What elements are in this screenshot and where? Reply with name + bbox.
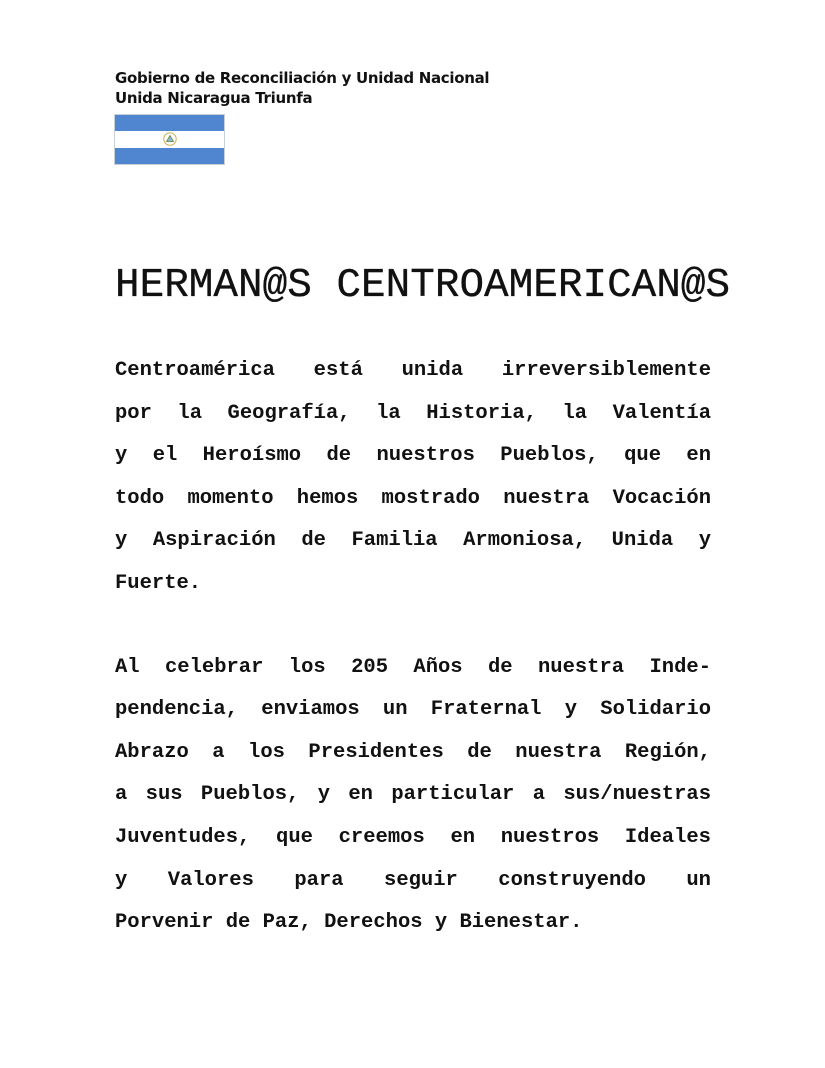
paragraph-line: y Valores para seguir construyendo un: [115, 868, 711, 892]
paragraph-line: Fuerte.: [115, 571, 202, 595]
paragraph-independence: [115, 647, 711, 945]
flag-middle-band: [115, 131, 224, 147]
flag-top-band: [115, 115, 224, 131]
paragraph-line: a sus Pueblos, y en particular a sus/nuestras: [115, 783, 711, 807]
paragraph-line: Al celebrar los 205 Años de nuestra Inde-: [115, 655, 711, 679]
paragraph-line: todo momento hemos mostrado nuestra Vocación: [115, 486, 711, 510]
paragraph-line: Porvenir de Paz, Derechos y Bienestar.: [115, 911, 583, 935]
letterhead-government-name: Gobierno de Reconciliación y Unidad Nacional: [115, 69, 490, 87]
letterhead-slogan: Unida Nicaragua Triunfa: [115, 89, 313, 107]
letter-body: [115, 263, 731, 945]
paragraph-line: por la Geografía, la Historia, la Valentía: [115, 401, 711, 425]
paragraph-unity: [115, 350, 711, 606]
paragraph-line: y Aspiración de Familia Armoniosa, Unida y: [115, 529, 711, 553]
paragraph-line: Abrazo a los Presidentes de nuestra Región,: [115, 740, 711, 764]
paragraph-line: Centroamérica está unida irreversiblemente: [115, 359, 711, 382]
flag-bottom-band: [115, 148, 224, 164]
letter-heading: HERMAN@S CENTROAMERICAN@S: [115, 263, 731, 309]
nicaragua-flag-icon: [114, 114, 225, 165]
coat-of-arms-icon: [162, 132, 178, 146]
paragraph-line: Juventudes, que creemos en nuestros Ideales: [115, 825, 711, 849]
paragraph-line: pendencia, enviamos un Fraternal y Solidario: [115, 698, 711, 722]
paragraph-line: y el Heroísmo de nuestros Pueblos, que en: [115, 444, 711, 468]
letterhead: [115, 68, 489, 108]
